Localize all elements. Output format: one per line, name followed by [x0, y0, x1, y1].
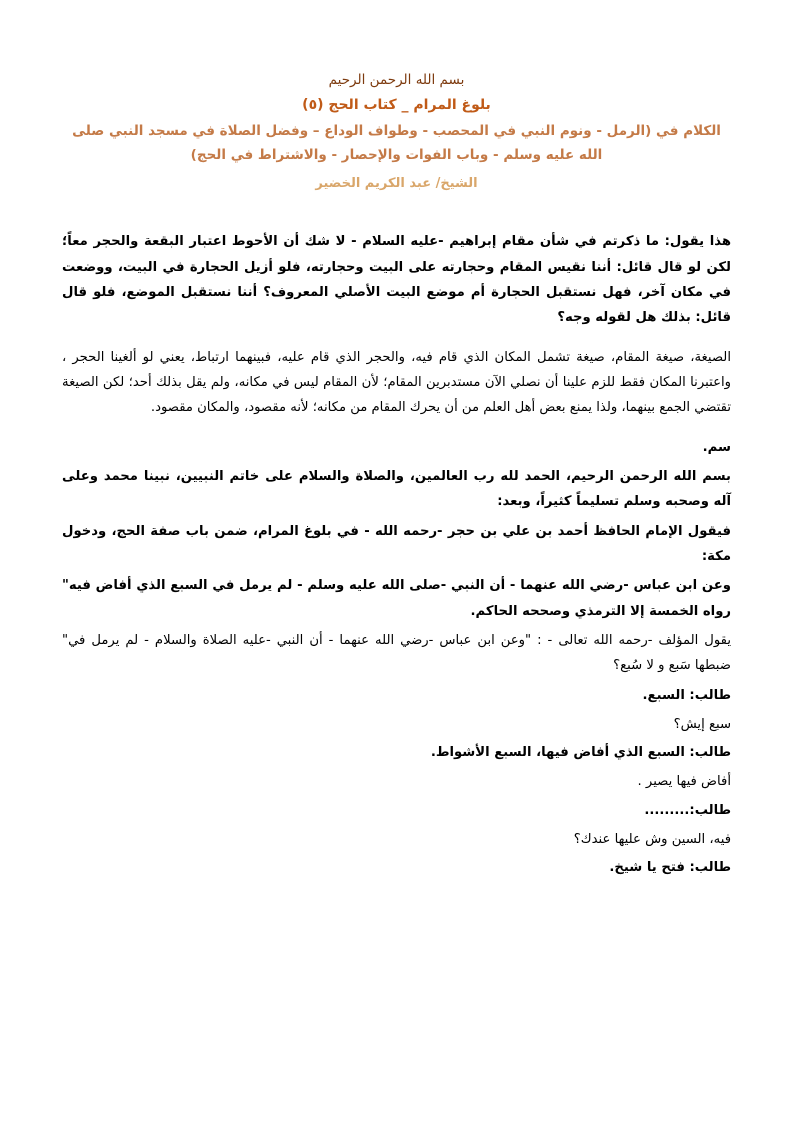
dialogue-line-5: طالب:.........	[644, 802, 731, 818]
body-paragraph-5: فيقول الإمام الحافظ أحمد بن علي بن حجر -رحمه الله - في بلوغ المرام، ضمن باب صفة الحج، ودخول مكة:	[62, 523, 731, 565]
lecture-subtitle: الكلام في (الرمل - ونوم النبي في المحصب - وطواف الوداع – وفضل الصلاة في مسجد النبي صلى الله عليه وسلم - وباب الفوات والإحصار - والاشتراط في الحج)	[72, 122, 721, 163]
body-paragraph-6: وعن ابن عباس -رضي الله عنهما - أن النبي -صلى الله عليه وسلم - لم يرمل في السبع الذي أفاض فيه" رواه الخمسة إلا الترمذي وصححه الحاكم.	[62, 578, 731, 619]
document-header	[62, 70, 731, 195]
dialogue-line-4: أفاض فيها يصير .	[637, 774, 731, 790]
dialogue-section	[62, 683, 731, 881]
sheikh-name: الشيخ/ عبد الكريم الخضير	[315, 176, 478, 192]
document-content	[62, 70, 731, 881]
dialogue-line-7: طالب: فتح يا شيخ.	[609, 860, 731, 876]
dialogue-line-2: سبع إيش؟	[673, 716, 731, 732]
body-paragraph-3: سم.	[702, 439, 731, 455]
body-paragraph-7: يقول المؤلف -رحمه الله تعالى - : "وعن ابن عباس -رضي الله عنهما - أن النبي -عليه الصلاة والسلام - لم يرمل في" ضبطها سَبع و لا سُبع؟	[62, 633, 731, 674]
dialogue-line-1: طالب: السبع.	[642, 687, 731, 703]
basmala-line: بسم الله الرحمن الرحيم	[328, 72, 465, 88]
dialogue-line-3: طالب: السبع الذي أفاض فيها، السبع الأشواط.	[430, 745, 731, 761]
document-body	[62, 229, 731, 679]
body-paragraph-1: هذا يقول: ما ذكرتم في شأن مقام إبراهيم -عليه السلام - لا شك أن الأحوط اعتبار البقعة والحجر معاً؛ لكن لو قال قائل: أننا نقيس المقام وحجارته على البيت وحجارته، فلو أزيل الحجارة في البيت، ووضعت في مكان آخر، فهل نستقبل الحجارة أم موضع البيت الأصلي المعروف؟ أننا نستقبل الموضع، فلو قال قائل: بذلك هل لقوله وجه؟	[62, 234, 731, 326]
body-paragraph-4: بسم الله الرحمن الرحيم، الحمد لله رب العالمين، والصلاة والسلام على خاتم النبيين، نبينا محمد وعلى آله وصحبه وسلم تسليماً كثيراً، وبعد:	[62, 469, 731, 510]
page-title: بلوغ المرام _ كتاب الحج (٥)	[302, 96, 491, 113]
dialogue-line-6: فيه، السين وش عليها عندك؟	[573, 831, 731, 847]
body-paragraph-2: الصيغة، صيغة المقام، صيغة تشمل المكان الذي قام فيه، والحجر الذي قام عليه، فبينهما ارتباط، يعني لو ألغينا الحجر ، واعتبرنا المكان فقط للزم علينا أن نصلي الآن مستدبرين المقام؛ لأن المقام ليس في مكانه، ولم يقل بذلك أحد؛ لكن الصيغة تقتضي الجمع بينهما، ولذا يمنع بعض أهل العلم من أن يحرك المقام من مكانه؛ لأنه مقصود، والمكان مقصود.	[62, 349, 731, 416]
